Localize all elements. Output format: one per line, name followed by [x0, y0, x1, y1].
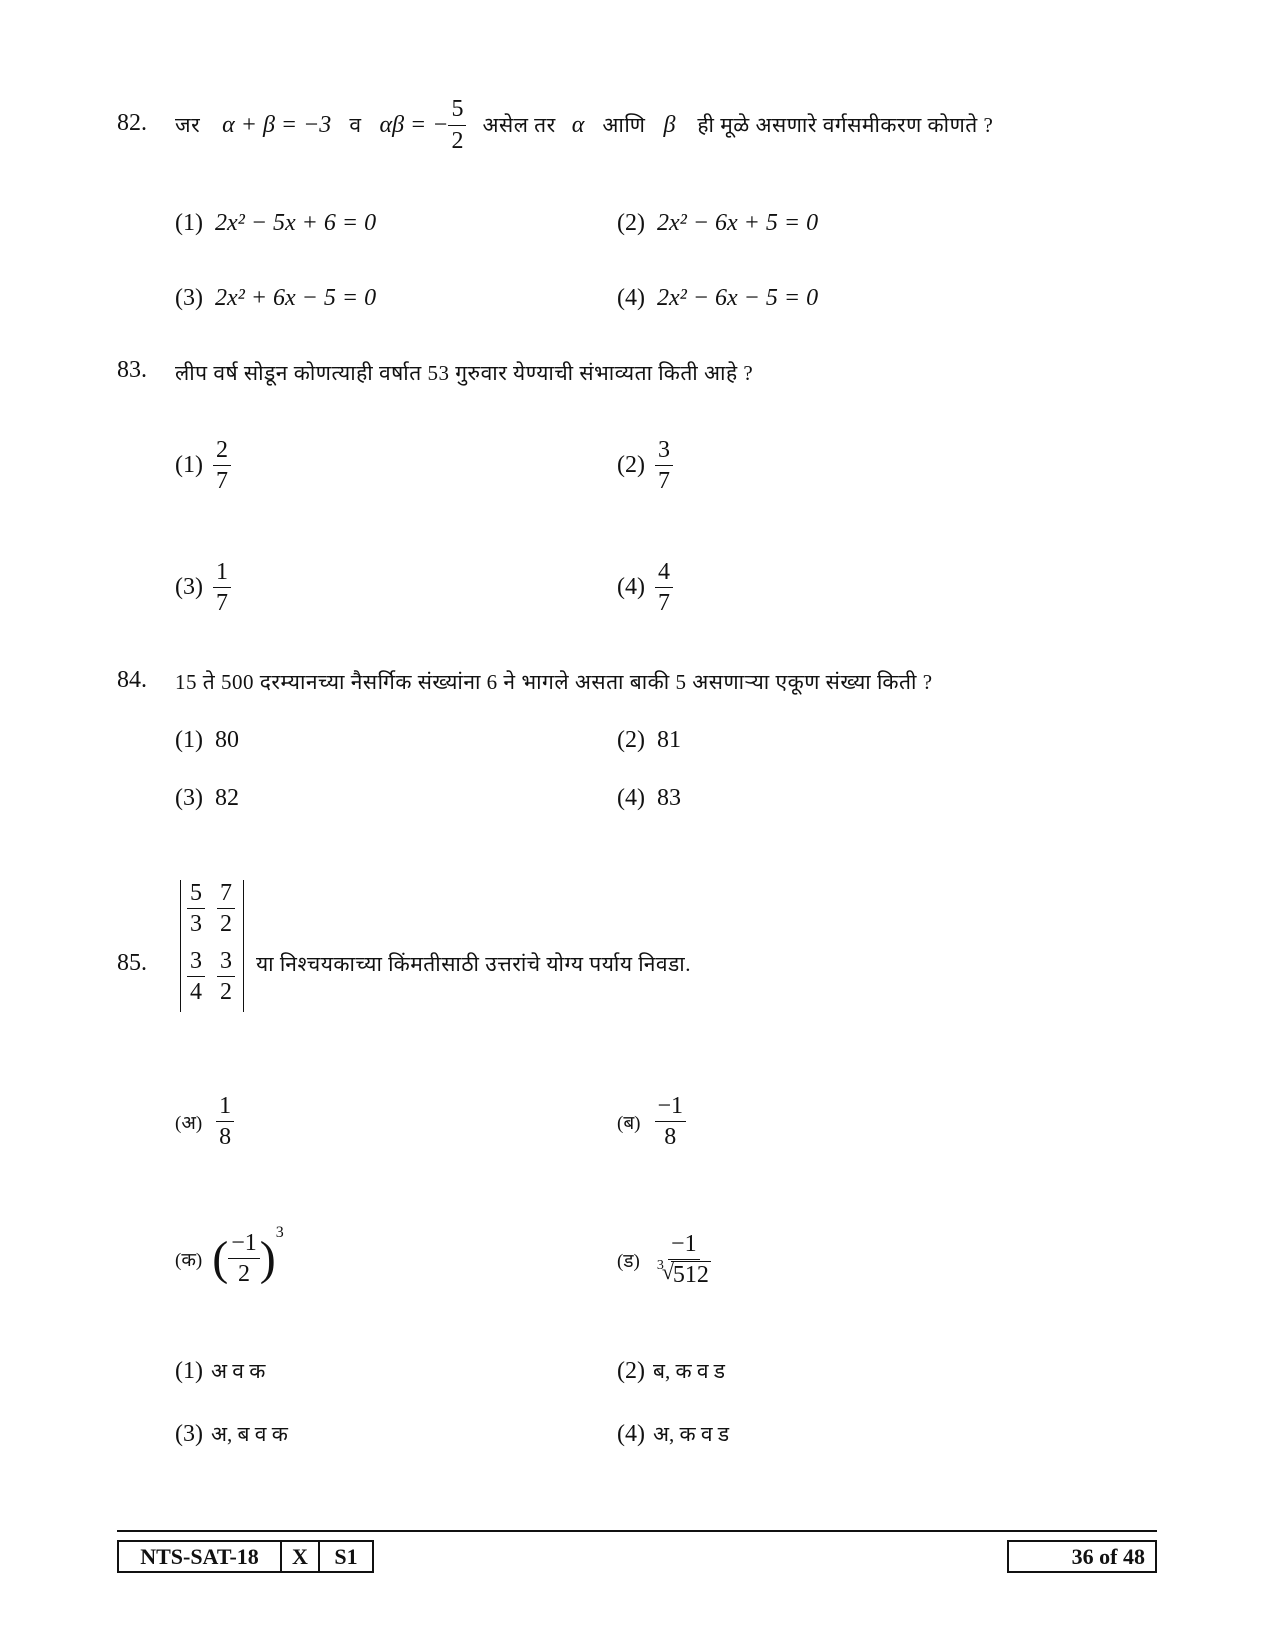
- q85-det-a-den: 3: [190, 911, 202, 938]
- q82-math-sum: α + β = −3: [222, 111, 332, 138]
- q85-det-d: [217, 948, 235, 1006]
- footer-set: S1: [334, 1543, 358, 1569]
- q83-option-4-den: 7: [657, 590, 670, 617]
- q85-choice-d-fraction: [654, 1231, 714, 1289]
- q85-choice-b-fraction: [655, 1093, 687, 1151]
- q85-option-4-value: अ, क व ड: [652, 1422, 730, 1446]
- q85-det-a-num: 5: [187, 880, 205, 909]
- footer-exam-code: NTS-SAT-18: [119, 1542, 282, 1571]
- q83-option-4[interactable]: [617, 559, 673, 617]
- q85-choice-d: [617, 1231, 714, 1289]
- q85-option-1-label: (1): [175, 1358, 203, 1384]
- q82-option-1-value: 2x² − 5x + 6 = 0: [214, 210, 377, 236]
- q82-fraction-den: 2: [451, 127, 464, 154]
- q84-option-3[interactable]: [175, 785, 239, 812]
- q85-choice-b: [617, 1093, 686, 1151]
- q85-det-b-num: 7: [217, 880, 235, 909]
- q85-choice-k-lparen: (: [212, 1231, 229, 1285]
- q84-number: 84.: [117, 667, 147, 693]
- q84-option-2-value: 81: [656, 727, 681, 753]
- q85-option-2-label: (2): [617, 1358, 645, 1384]
- q83-option-2-num: 3: [655, 437, 673, 466]
- q84-option-2[interactable]: [617, 727, 681, 754]
- q82-option-1-label: (1): [175, 210, 203, 236]
- q85-choice-k-rparen: ): [259, 1231, 276, 1285]
- q85-choice-b-label: (ब): [617, 1112, 641, 1134]
- cube-root-icon: [656, 1258, 711, 1289]
- q83-option-3[interactable]: [175, 559, 231, 617]
- q82-beta: β: [663, 111, 676, 138]
- q84-option-4-label: (4): [617, 785, 645, 811]
- q85-det-d-den: 2: [220, 979, 232, 1006]
- q83-option-1-fraction: [213, 437, 231, 495]
- q84-option-2-label: (2): [617, 727, 645, 753]
- q82-option-2-value: 2x² − 6x + 5 = 0: [656, 210, 819, 236]
- q85-det-c: [187, 948, 205, 1006]
- q85-det-d-num: 3: [217, 948, 235, 977]
- q83-option-3-num: 1: [213, 559, 231, 588]
- q85-choice-a: [175, 1093, 234, 1151]
- q83-text: लीप वर्ष सोडून कोणत्याही वर्षात 53 गुरुवार येण्याची संभाव्यता किती आहे ?: [175, 361, 754, 385]
- q85-number: 85.: [117, 950, 147, 976]
- q82-math-product: αβ = −: [379, 111, 449, 138]
- q82-number: 82.: [117, 110, 147, 136]
- q82-alpha: α: [571, 111, 585, 138]
- q82-option-3-value: 2x² + 6x − 5 = 0: [214, 285, 377, 311]
- q82-text-va: व: [349, 113, 362, 137]
- q82-option-4[interactable]: [617, 285, 818, 312]
- q85-option-3-label: (3): [175, 1421, 203, 1447]
- q85-choice-d-radicand: 512: [672, 1262, 709, 1289]
- q84-option-4[interactable]: [617, 785, 681, 812]
- q85-option-4-label: (4): [617, 1421, 645, 1447]
- q82-option-1[interactable]: [175, 210, 376, 237]
- q84-option-4-value: 83: [656, 785, 681, 811]
- q83-option-4-fraction: [655, 559, 673, 617]
- q82-option-2[interactable]: [617, 210, 818, 237]
- q84-option-3-label: (3): [175, 785, 203, 811]
- q85-option-3-value: अ, ब व क: [210, 1422, 288, 1446]
- q85-det-c-num: 3: [187, 948, 205, 977]
- q85-choice-b-num: −1: [655, 1093, 687, 1122]
- q82-option-4-label: (4): [617, 285, 645, 311]
- q85-choice-b-den: 8: [664, 1124, 677, 1151]
- q85-choice-d-root-index: 3: [656, 1258, 664, 1274]
- q82-text-rest: ही मूळे असणारे वर्गसमीकरण कोणते ?: [697, 113, 994, 137]
- q85-option-1[interactable]: [175, 1357, 265, 1385]
- q83-option-2[interactable]: [617, 437, 673, 495]
- q85-choice-a-fraction: [216, 1093, 234, 1151]
- q83-option-1[interactable]: [175, 437, 231, 495]
- q85-choice-k-den: 2: [238, 1261, 250, 1288]
- q83-number: 83.: [117, 357, 147, 383]
- footer-rule: [117, 1530, 1157, 1532]
- q82-fraction-num: 5: [448, 96, 466, 125]
- footer-page-number: 36 of 48: [1007, 1540, 1157, 1573]
- q85-option-3[interactable]: [175, 1420, 288, 1448]
- radical-sign-icon: √: [661, 1259, 674, 1285]
- q83-option-2-fraction: [655, 437, 673, 495]
- q85-option-1-value: अ व क: [210, 1359, 266, 1383]
- q82-option-4-value: 2x² − 6x − 5 = 0: [656, 285, 819, 311]
- q84-option-1[interactable]: [175, 727, 239, 754]
- q85-choice-a-num: 1: [216, 1093, 234, 1122]
- q82-fraction: [448, 96, 466, 154]
- q85-option-4[interactable]: [617, 1420, 729, 1448]
- q85-choice-k-label: (क): [175, 1249, 203, 1271]
- q85-text: या निश्चयकाच्या किंमतीसाठी उत्तरांचे योग्य पर्याय निवडा.: [256, 952, 691, 976]
- q85-choice-a-den: 8: [219, 1124, 232, 1151]
- q85-choice-k-num: −1: [228, 1230, 260, 1259]
- q85-det-b: [217, 880, 235, 938]
- q84-option-3-value: 82: [214, 785, 239, 811]
- q83-option-1-num: 2: [213, 437, 231, 466]
- q82-option-3-label: (3): [175, 285, 203, 311]
- q85-option-2[interactable]: [617, 1357, 725, 1385]
- q85-choice-a-label: (अ): [175, 1112, 203, 1134]
- q83-option-3-fraction: [213, 559, 231, 617]
- q83-option-4-label: (4): [617, 574, 645, 601]
- q83-option-2-label: (2): [617, 452, 645, 479]
- q85-determinant: [180, 880, 244, 1012]
- q84-option-1-value: 80: [214, 727, 239, 753]
- q83-option-1-label: (1): [175, 452, 203, 479]
- q85-choice-k-exponent: 3: [275, 1224, 284, 1241]
- q85-choice-d-num: −1: [668, 1231, 700, 1260]
- q85-option-2-value: ब, क व ड: [652, 1359, 726, 1383]
- q85-choice-d-den: [654, 1260, 714, 1288]
- q85-choice-k: [175, 1224, 284, 1288]
- footer-code-box: [117, 1540, 374, 1573]
- q85-choice-k-fraction: [228, 1230, 260, 1288]
- q85-det-c-den: 4: [190, 979, 202, 1006]
- q85-choice-d-label: (ड): [617, 1250, 640, 1272]
- q82-stem: [175, 93, 993, 157]
- q83-option-2-den: 7: [657, 468, 670, 495]
- q82-option-3[interactable]: [175, 285, 376, 312]
- footer-class: X: [282, 1542, 320, 1571]
- q83-option-4-num: 4: [655, 559, 673, 588]
- q85-det-a: [187, 880, 205, 938]
- q82-text-ani: आणि: [602, 113, 646, 137]
- q83-option-3-label: (3): [175, 574, 203, 601]
- q82-text-jar: जर: [175, 113, 201, 137]
- q82-option-2-label: (2): [617, 210, 645, 236]
- q84-option-1-label: (1): [175, 727, 203, 753]
- q82-text-asel: असेल तर: [482, 113, 556, 137]
- q83-option-1-den: 7: [215, 468, 228, 495]
- q85-det-b-den: 2: [220, 911, 232, 938]
- q83-option-3-den: 7: [215, 590, 228, 617]
- q84-text: 15 ते 500 दरम्यानच्या नैसर्गिक संख्यांना 6 ने भागले असता बाकी 5 असणाऱ्या एकूण संख्या किती ?: [175, 670, 933, 694]
